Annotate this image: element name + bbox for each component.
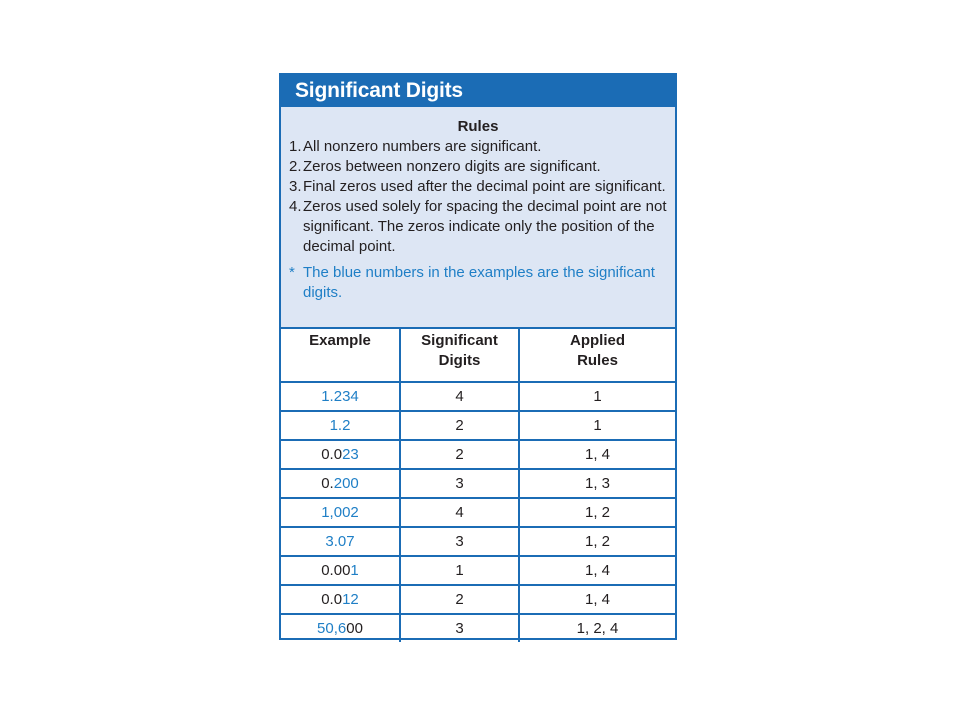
significant-digits-cell: 2 — [400, 585, 519, 614]
example-cell — [281, 614, 400, 642]
rule-item — [289, 197, 667, 257]
rules-panel — [281, 107, 675, 327]
applied-rules-cell: 1, 2 — [519, 498, 675, 527]
significant-digits-cell: 3 — [400, 527, 519, 556]
applied-rules-cell: 1, 4 — [519, 585, 675, 614]
table-row — [281, 527, 675, 556]
rule-text: Final zeros used after the decimal point are significant. — [303, 178, 666, 195]
nonsignificant-digits-text: 00 — [346, 620, 363, 637]
rule-item — [289, 177, 667, 197]
header-applied-rules-label: Applied Rules — [570, 332, 625, 369]
significant-digits-cell: 3 — [400, 614, 519, 642]
applied-rules-cell: 1 — [519, 382, 675, 411]
example-cell — [281, 556, 400, 585]
rule-text: Zeros between nonzero digits are significant. — [303, 158, 601, 175]
example-cell — [281, 440, 400, 469]
note-asterisk: * — [289, 264, 295, 281]
example-cell — [281, 585, 400, 614]
table-row — [281, 498, 675, 527]
rule-text: All nonzero numbers are significant. — [303, 138, 542, 155]
rule-item — [289, 137, 667, 157]
significant-digits-text: 200 — [333, 475, 359, 492]
significant-digits-text: 1.2 — [329, 417, 351, 434]
header-significant-digits — [400, 328, 519, 382]
significant-digits-text: 1.234 — [321, 388, 359, 405]
applied-rules-cell: 1, 2 — [519, 527, 675, 556]
table-row — [281, 382, 675, 411]
rule-number: 2. — [289, 158, 302, 175]
table-row — [281, 469, 675, 498]
nonsignificant-digits-text: 0.0 — [321, 446, 343, 463]
significant-digits-card — [279, 73, 677, 640]
example-cell — [281, 498, 400, 527]
example-cell — [281, 382, 400, 411]
table-row — [281, 556, 675, 585]
rule-item — [289, 157, 667, 177]
applied-rules-cell: 1, 2, 4 — [519, 614, 675, 642]
significant-digits-cell: 2 — [400, 411, 519, 440]
significant-digits-text: 23 — [342, 446, 359, 463]
table-row — [281, 614, 675, 642]
note-text: The blue numbers in the examples are the significant digits. — [303, 264, 655, 301]
table-header-row — [281, 328, 675, 382]
table-row — [281, 440, 675, 469]
table-row — [281, 585, 675, 614]
blue-digits-note — [289, 263, 667, 303]
rules-heading: Rules — [457, 118, 499, 135]
significant-digits-cell: 4 — [400, 382, 519, 411]
nonsignificant-digits-text: 0.00 — [321, 562, 351, 579]
applied-rules-cell: 1 — [519, 411, 675, 440]
applied-rules-cell: 1, 4 — [519, 556, 675, 585]
rule-number: 4. — [289, 198, 302, 215]
rule-number: 1. — [289, 138, 302, 155]
significant-digits-text: 3.07 — [325, 533, 355, 550]
table-row — [281, 411, 675, 440]
applied-rules-cell: 1, 3 — [519, 469, 675, 498]
significant-digits-cell: 4 — [400, 498, 519, 527]
significant-digits-text: 1 — [350, 562, 359, 579]
significant-digits-text: 50,6 — [317, 620, 347, 637]
example-cell — [281, 527, 400, 556]
card-title: Significant Digits — [281, 75, 675, 107]
examples-table — [281, 327, 675, 642]
significant-digits-cell: 3 — [400, 469, 519, 498]
nonsignificant-digits-text: 0. — [321, 475, 334, 492]
header-significant-digits-label: Significant Digits — [421, 332, 498, 369]
significant-digits-cell: 2 — [400, 440, 519, 469]
applied-rules-cell: 1, 4 — [519, 440, 675, 469]
significant-digits-text: 12 — [342, 591, 359, 608]
rule-number: 3. — [289, 178, 302, 195]
nonsignificant-digits-text: 0.0 — [321, 591, 343, 608]
significant-digits-text: 1,002 — [321, 504, 359, 521]
table-body — [281, 382, 675, 642]
example-cell — [281, 469, 400, 498]
header-applied-rules — [519, 328, 675, 382]
example-cell — [281, 411, 400, 440]
rule-text: Zeros used solely for spacing the decimal point are not significant. The zeros indicate only the position of the decimal point. — [303, 198, 667, 255]
header-example: Example — [281, 328, 400, 382]
significant-digits-cell: 1 — [400, 556, 519, 585]
